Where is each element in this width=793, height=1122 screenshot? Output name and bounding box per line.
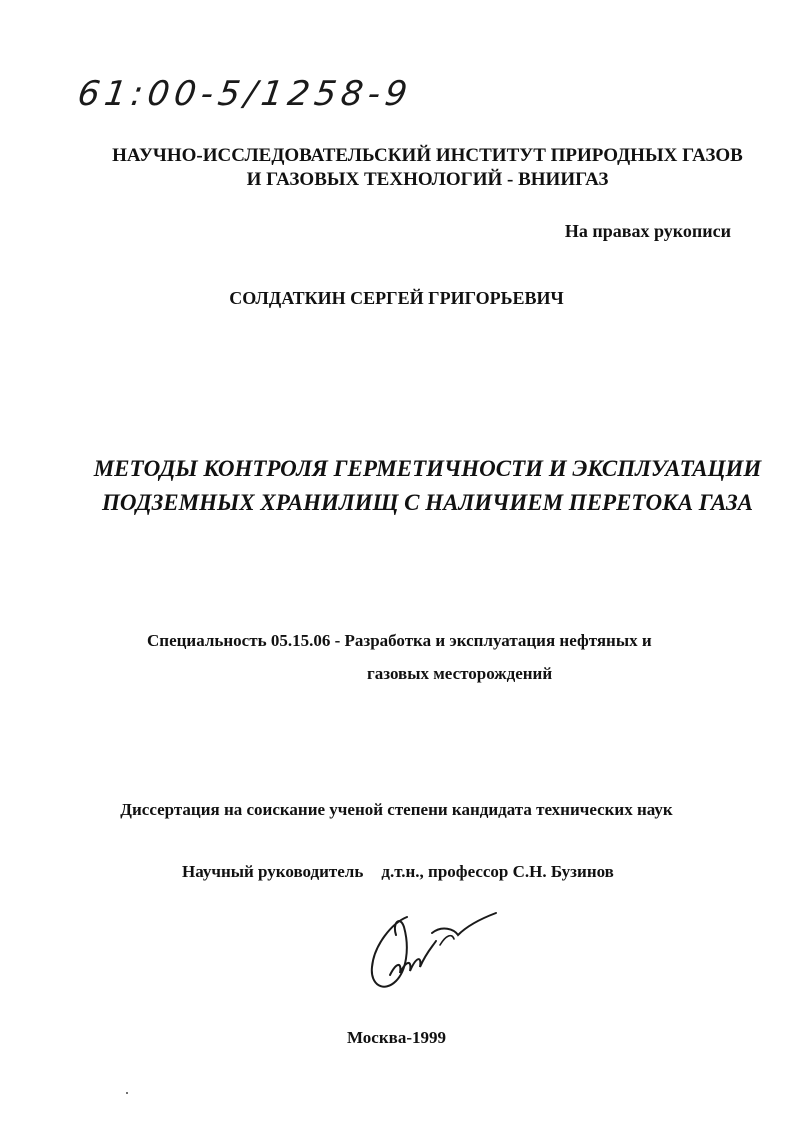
rights-note: На правах рукописи <box>564 221 731 241</box>
supervisor <box>182 862 614 882</box>
author-name: СОЛДАТКИН СЕРГЕЙ ГРИГОРЬЕВИЧ <box>229 288 564 308</box>
signature-image <box>362 905 502 995</box>
specialty-line-1: Специальность 05.15.06 - Разработка и эксплуатация нефтяных и <box>147 631 652 650</box>
title-line-1: МЕТОДЫ КОНТРОЛЯ ГЕРМЕТИЧНОСТИ И ЭКСПЛУАТАЦИИ <box>93 456 762 481</box>
degree-statement: Диссертация на соискание ученой степени кандидата технических наук <box>120 800 673 819</box>
institute-line-1: НАУЧНО-ИССЛЕДОВАТЕЛЬСКИЙ ИНСТИТУТ ПРИРОДНЫХ ГАЗОВ <box>112 145 743 166</box>
supervisor-label: Научный руководитель <box>182 862 364 881</box>
city-year: Москва-1999 <box>346 1028 446 1047</box>
archive-code: 61:00-5/1258-9 <box>75 74 415 114</box>
scan-speck <box>126 1092 128 1094</box>
supervisor-name: д.т.н., профессор С.Н. Бузинов <box>381 862 614 881</box>
institute-name <box>60 144 793 192</box>
specialty-line-2: газовых месторождений <box>367 664 553 683</box>
dissertation-title <box>60 452 793 520</box>
institute-line-2: И ГАЗОВЫХ ТЕХНОЛОГИЙ - ВНИИГАЗ <box>246 169 609 190</box>
title-line-2: ПОДЗЕМНЫХ ХРАНИЛИЩ С НАЛИЧИЕМ ПЕРЕТОКА ГАЗА <box>101 490 754 515</box>
